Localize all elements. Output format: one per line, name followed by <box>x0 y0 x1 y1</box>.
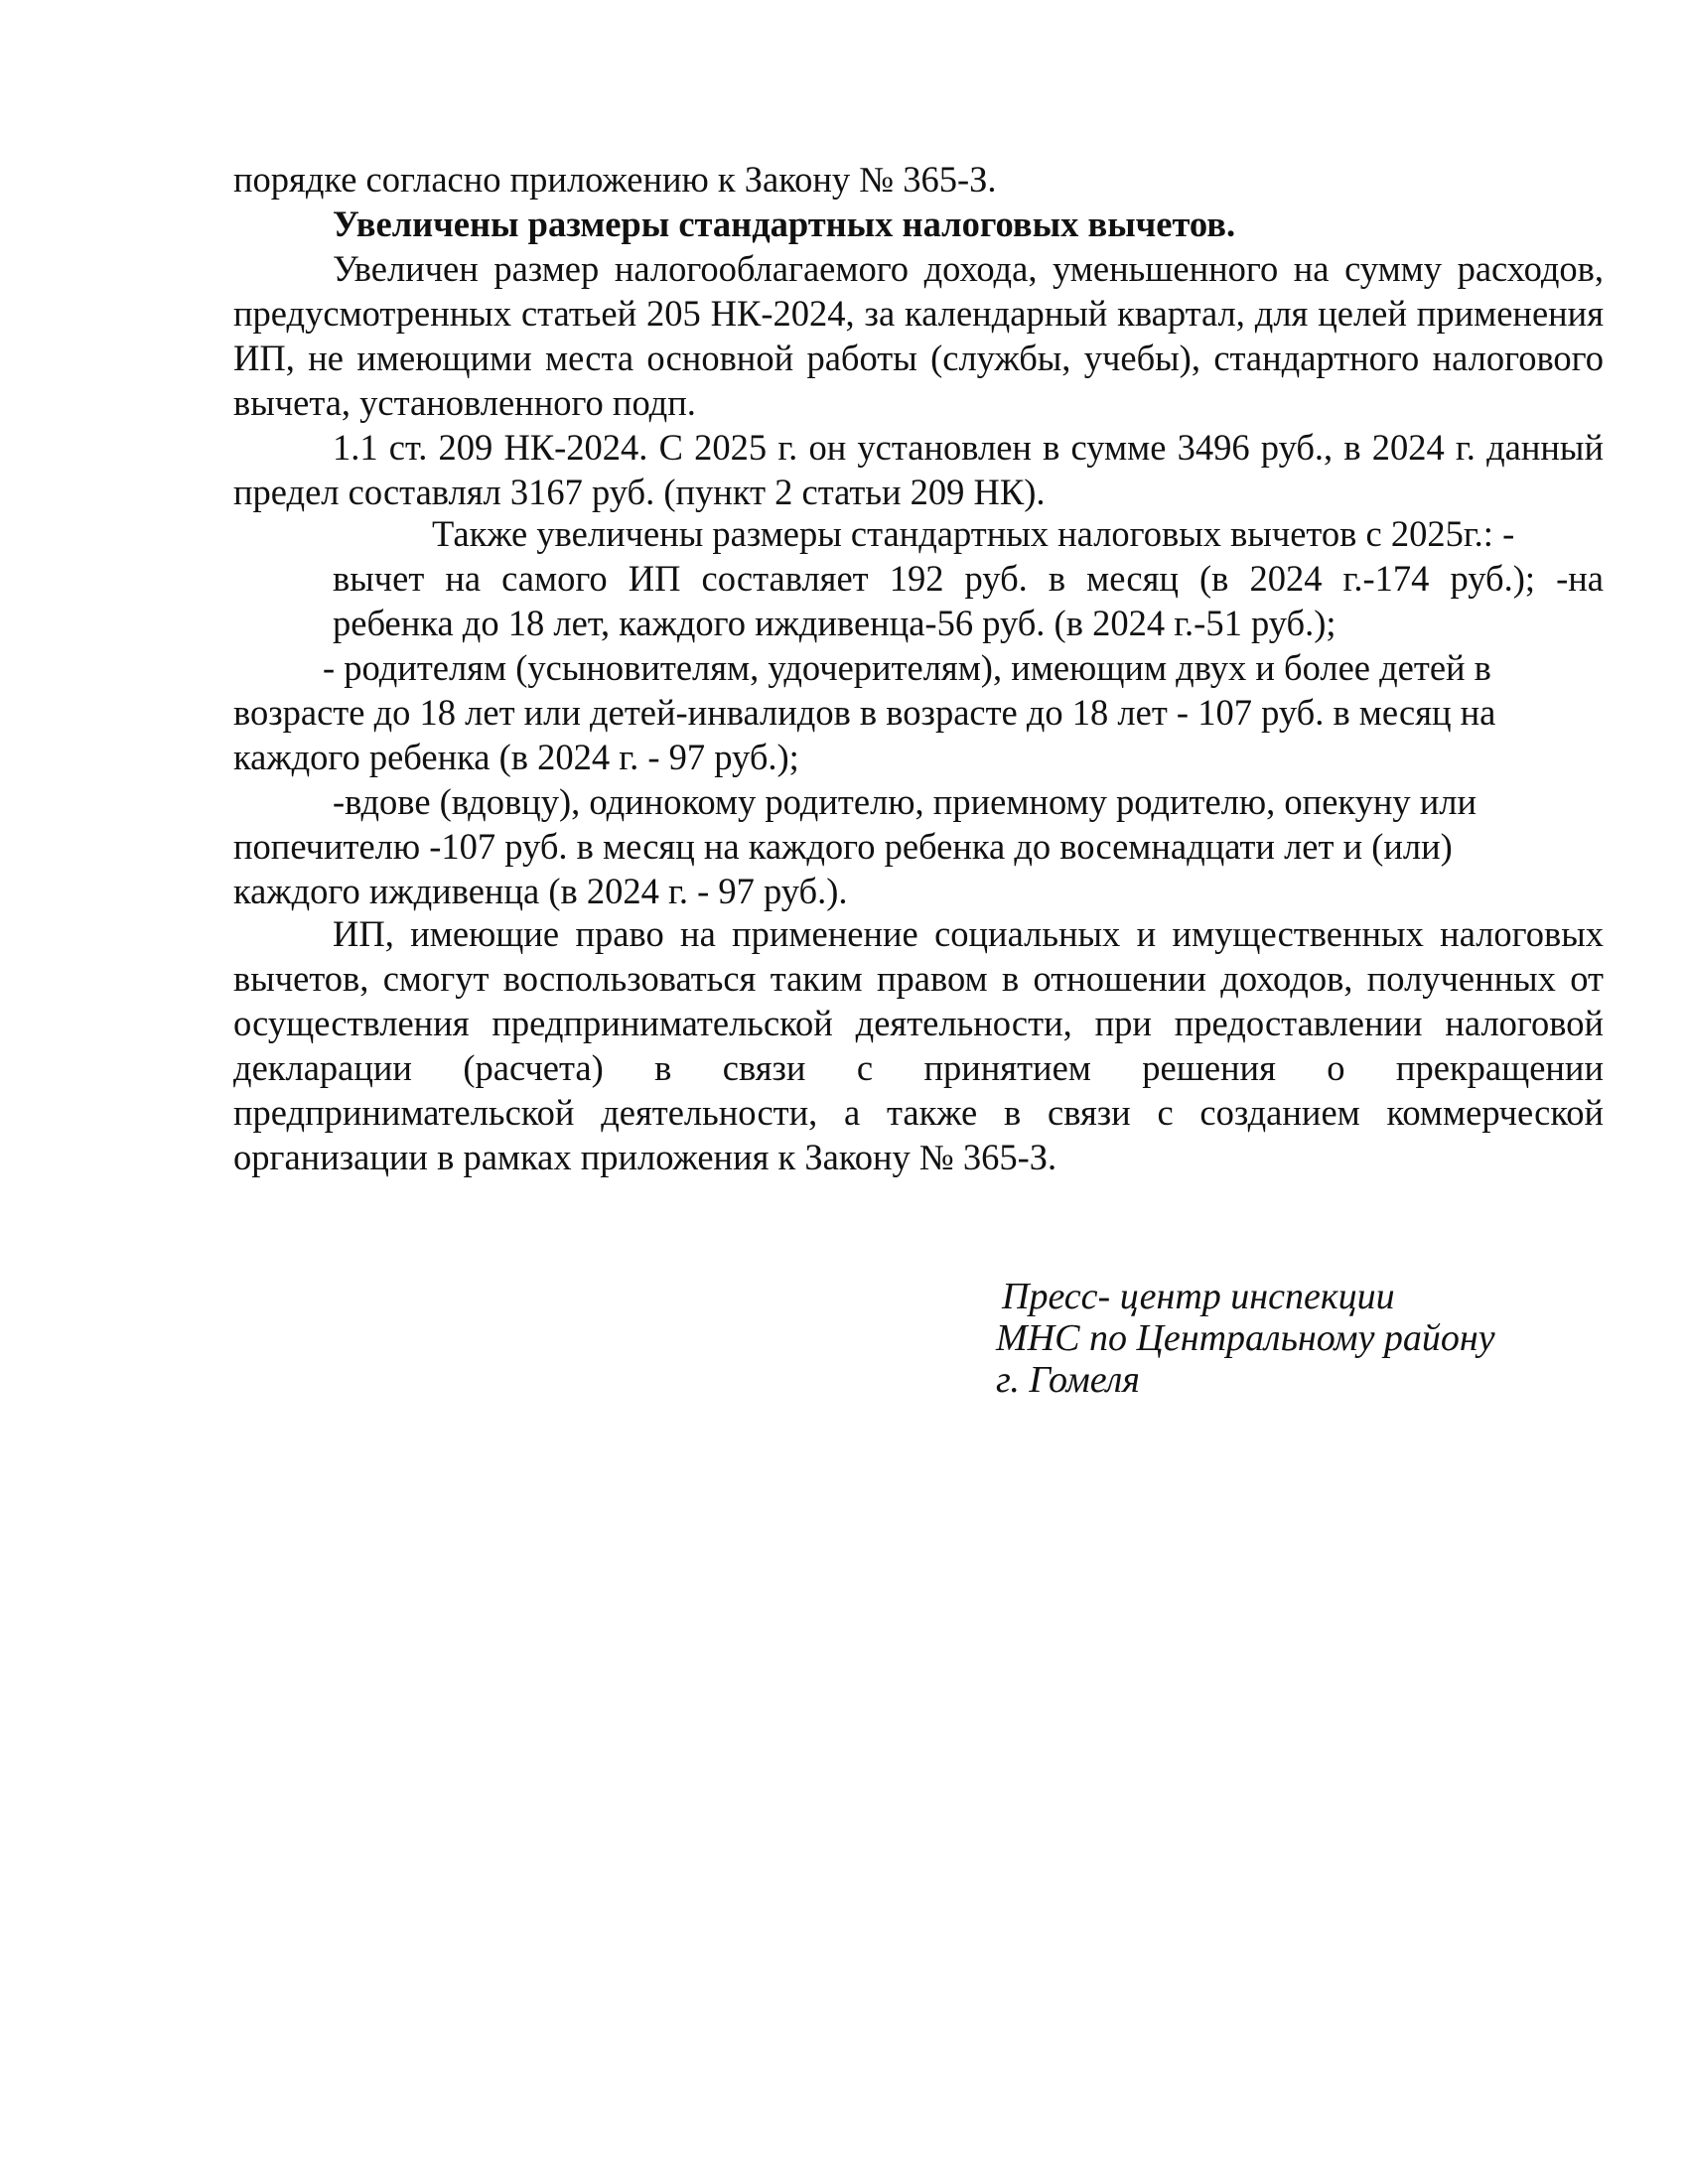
paragraph-parents: - родителям (усыновителям, удочерителям), имеющим двух и более детей в возрасте до 18 лет или детей-инвалидов в возрасте до 18 лет - 107 руб. в месяц на каждого ребенка (в 2024 г. - 97 руб.); <box>233 647 1496 777</box>
deductions-list-line2: вычет на самого ИП составляет 192 руб. в месяц (в 2024 г.-174 руб.); -на <box>333 558 1604 599</box>
intro-line: порядке согласно приложению к Закону № 365-З. <box>233 159 997 200</box>
signature-line2: МНС по Центральному району <box>996 1317 1495 1359</box>
signature-line1: Пресс- центр инспекции <box>1002 1276 1395 1317</box>
paragraph-income-size: Увеличен размер налогооблагаемого дохода, уменьшенного на сумму расходов, предусмотренных статьей 205 НК-2024, за календарный квартал, для целей применения ИП, не имеющими места основной работы (службы, учебы), стандартного налогового вычета, установленного подп. <box>233 248 1604 423</box>
document-body <box>233 157 1604 514</box>
signature-block <box>996 1276 1612 1401</box>
deductions-list-line1: Также увеличены размеры стандартных налоговых вычетов с 2025г.: - <box>432 513 1515 554</box>
deductions-list-line3: ребенка до 18 лет, каждого иждивенца-56 руб. (в 2024 г.-51 руб.); <box>333 603 1336 643</box>
paragraph-entrepreneurs: ИП, имеющие право на применение социальных и имущественных налоговых вычетов, смогут воспользоваться таким правом в отношении доходов, полученных от осуществления предпринимательской деятельности, при предоставлении налоговой декларации (расчета) в связи с принятием решения о прекращении предпринимательской деятельности, а также в связи с созданием коммерческой организации в рамках приложения к Закону № 365-З. <box>233 913 1604 1177</box>
signature-line3: г. Гомеля <box>996 1359 1140 1401</box>
deductions-list <box>333 511 1604 645</box>
section-heading: Увеличены размеры стандартных налоговых вычетов. <box>333 204 1236 244</box>
paragraph-widow: -вдове (вдовцу), одинокому родителю, приемному родителю, опекуну или попечителю -107 руб. в месяц на каждого ребенка до восемнадцати лет и (или) каждого иждивенца (в 2024 г. - 97 руб.). <box>233 781 1477 911</box>
document-body-continued <box>233 645 1584 913</box>
document-body-final <box>233 911 1604 1179</box>
paragraph-deduction-amount: 1.1 ст. 209 НК-2024. С 2025 г. он установлен в сумме 3496 руб., в 2024 г. данный предел составлял 3167 руб. (пункт 2 статьи 209 НК). <box>233 427 1604 512</box>
